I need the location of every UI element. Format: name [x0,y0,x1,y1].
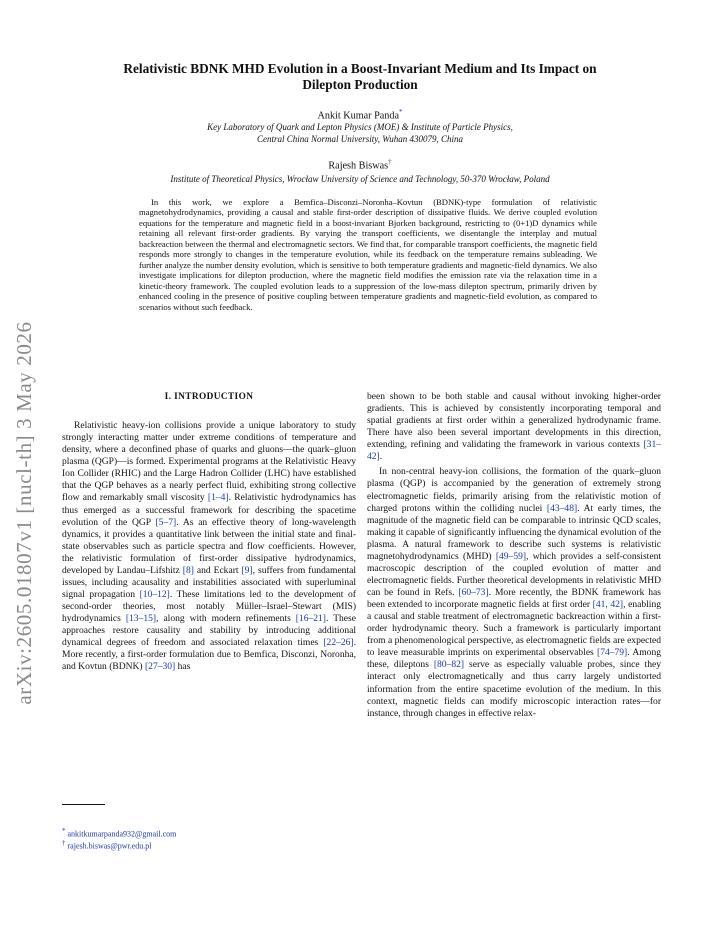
citation-link[interactable]: [9] [241,564,253,576]
title-line-2: Dilepton Production [302,77,418,92]
intro-paragraph-1: Relativistic heavy-ion collisions provide a unique laboratory to study strongly interacting matter under extreme conditions of temperature and density, where a deconfined phase of quarks and gluons—the quark–gluon plasma (QGP)—is formed. Experimental programs at the Relativistic Heavy Ion Collider (RHIC) and the Large Hadron Collider (LHC) have established that the QGP behaves as a nearly perfect fluid, exhibiting strong collective flow and remarkably small viscosity [1–4]. Relativistic hydrodynamics has thus emerged as a successful framework for describing the spacetime evolution of the QGP [5–7]. As an effective theory of long-wavelength dynamics, it provides a quantitative link between the initial state and final-state observables such as particle spectra and flow coefficients. However, the relativistic formulation of first-order dissipative hydrodynamics, developed by Landau–Lifshitz [8] and Eckart [9], suffers from fundamental issues, including acausality and instabilities associated with superluminal signal propagation [10–12]. These limitations led to the development of second-order theories, most notably Müller–Israel–Stewart (MIS) hydrodynamics [13–15], along with modern refinements [16–21]. These approaches restore causality and stability by introducing additional dynamical degrees of freedom and associated relaxation times [22–26]. More recently, a first-order formulation due to Bemfica, Disconzi, Noronha, and Kovtun (BDNK) [27–30] has [62,420,356,673]
citation-link[interactable]: [22–26] [323,637,354,649]
title-line-1: Relativistic BDNK MHD Evolution in a Boost-Invariant Medium and Its Impact on [123,61,597,76]
footnote-2 [62,838,152,852]
section-heading-introduction: I. INTRODUCTION [164,392,254,402]
citation-link[interactable]: [8] [182,564,194,576]
author-2-footnote-mark[interactable]: † [388,158,392,166]
author-1-name: Ankit Kumar Panda [317,110,399,122]
intro-paragraph-1-continued: been shown to be both stable and causal without invoking higher-order gradients. This is achieved by consistently incorporating temporal and spatial gradients at first order within a generalized hydrodynamic frame. There have also been several important developments in this direction, extending, refining and validating the framework in various contexts [31–42]. [367,391,661,463]
author-2 [60,158,660,171]
affiliation-1 [60,122,660,145]
affiliation-2: Institute of Theoretical Physics, Wrocław University of Science and Technology, 50-370 Wrocław, Poland [170,174,550,184]
citation-link[interactable]: [10–12] [139,588,170,600]
author-1-footnote-mark[interactable]: * [399,108,403,116]
footnote-1-mark: * [62,827,66,835]
intro-paragraph-2: In non-central heavy-ion collisions, the formation of the quark–gluon plasma (QGP) is accompanied by the generation of extremely strong electromagnetic fields, primarily arising from the relativistic motion of charged protons within the colliding nuclei [43–48]. At early times, the magnitude of the magnetic field can be comparable to intrinsic QCD scales, making it capable of significantly influencing the dynamical evolution of the plasma. A natural framework to describe such systems is relativistic magnetohydrodynamics (MHD) [49–59], which provides a self-consistent macroscopic description of the coupled evolution of matter and electromagnetic fields. Further theoretical developments in relativistic MHD can be found in Refs. [60–73]. More recently, the BDNK framework has been extended to incorporate magnetic fields at first order [41, 42], enabling a causal and stable treatment of electromagnetic backreaction within a first-order hydrodynamic theory. Such a framework is particularly important from a phenomenological perspective, as electromagnetic fields are expected to leave measurable imprints on experimental observables [74–79]. Among these, dileptons [80–82] serve as especially valuable probes, since they interact only electromagnetically and thus carry largely undistorted information from the entire spacetime evolution of the medium. In this context, magnetic fields can modify microscopic interaction rates—for instance, through changes in effective relax- [367,466,662,719]
footnote-2-mark: † [62,839,66,847]
right-column [367,391,661,720]
footnote-2-email-link[interactable]: rajesh.biswas@pwr.edu.pl [67,841,152,851]
affiliation-1-line-1: Key Laboratory of Quark and Lepton Physics (MOE) & Institute of Particle Physics, [207,122,513,132]
abstract: In this work, we explore a Bemfica–Disconzi–Noronha–Kovtun (BDNK)-type formulation of relativistic magnetohydrodynamics, providing a causal and stable first-order description of dissipative fluids. We derive coupled evolution equations for the temperature and magnetic field in a boost-invariant Bjorken background, restricting to (0+1)D dynamics while retaining all relevant first-order gradients. By varying the transport coefficients, we disentangle the interplay and mutual backreaction between the thermal and electromagnetic sectors. We find that, for comparable transport coefficients, the magnetic field responds more strongly to changes in the temperature evolution, while its feedback on the temperature remains subleading. We further analyze the number density evolution, which is sensitive to both temperature gradients and magnetic-field dynamics. We also investigate implications for dilepton production, where the magnetic field modifies the emission rate via the relaxation time in a kinetic-theory framework. The coupled evolution leads to a suppression of the low-mass dilepton spectrum, primarily driven by enhanced cooling in the presence of positive coupling between temperature gradients and magnetic-field evolution, as compared to scenarios without such feedback. [139,197,597,312]
citation-link[interactable]: [13–15] [125,613,157,625]
affiliation-1-line-2: Central China Normal University, Wuhan 430079, China [256,133,463,144]
citation-link[interactable]: [43–48] [546,502,578,514]
citation-link[interactable]: [80–82] [433,659,465,671]
citation-link[interactable]: [5–7] [155,516,177,528]
citation-link[interactable]: [16–21] [295,613,326,625]
citation-link[interactable]: [31–42] [367,439,661,463]
footnote-1-email-link[interactable]: ankitkumarpanda932@gmail.com [67,829,177,839]
author-1 [60,108,660,121]
paper-title [60,61,660,93]
arxiv-identifier-stamp: arXiv:2605.01807v1 [nucl-th] 3 May 2026 [12,321,36,705]
author-2-name: Rajesh Biswas [328,160,389,172]
citation-link[interactable]: [74–79] [597,647,628,659]
citation-link[interactable]: [1–4] [207,492,229,504]
citation-link[interactable]: [49–59] [495,550,527,562]
citation-link[interactable]: [60–73] [458,587,489,598]
left-column [62,391,356,673]
citation-link[interactable]: [41, 42] [592,599,624,611]
citation-link[interactable]: [27–30] [145,661,176,673]
footnote-separator [62,804,105,805]
